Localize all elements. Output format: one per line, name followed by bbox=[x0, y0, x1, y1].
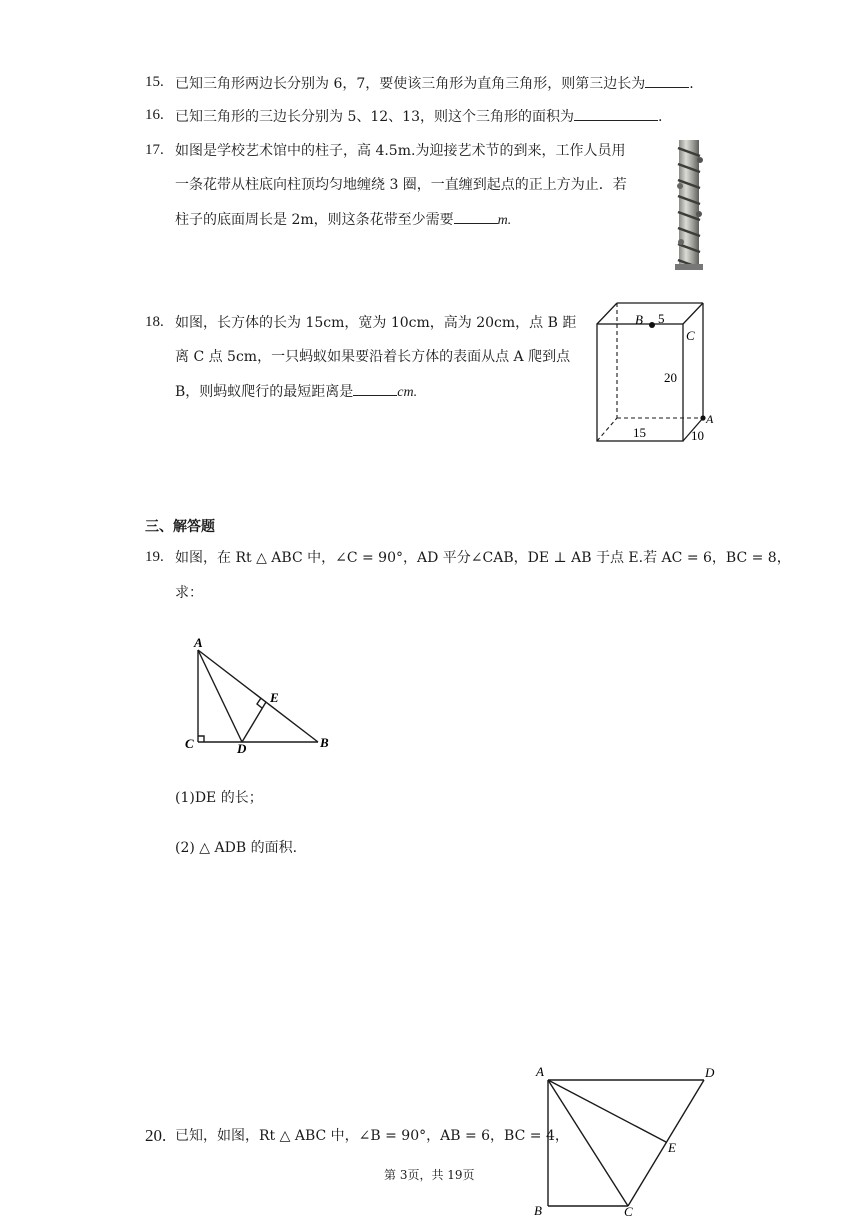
label-10: 10 bbox=[691, 428, 704, 443]
question-19-part1: (1)DE 的长； bbox=[175, 790, 263, 806]
pillar-photo bbox=[672, 138, 706, 272]
answer-blank[interactable] bbox=[645, 73, 689, 88]
period: . bbox=[658, 109, 663, 125]
label-5: 5 bbox=[658, 311, 665, 326]
question-18-line3 bbox=[175, 381, 417, 403]
unit: m. bbox=[497, 213, 512, 228]
question-19-line1: 如图，在 Rt △ ABC 中，∠C = 90°，AD 平分∠CAB，DE ⊥ AB 于点 E.若 AC = 6，BC = 8， bbox=[175, 550, 791, 566]
question-17-line2: 一条花带从柱底向柱顶均匀地缠绕 3 圈，一直缠到起点的正上方为止．若 bbox=[175, 177, 627, 193]
triangle-abc-figure bbox=[180, 632, 340, 754]
question-number: 17. bbox=[145, 142, 164, 158]
section-title: 三、解答题 bbox=[145, 519, 215, 535]
answer-blank[interactable] bbox=[353, 381, 397, 396]
label-d: D bbox=[237, 741, 247, 754]
label-15: 15 bbox=[633, 425, 646, 440]
question-19-line2: 求： bbox=[175, 585, 203, 601]
label-c: C bbox=[686, 328, 695, 343]
label-b: B bbox=[534, 1203, 542, 1216]
question-17-line3 bbox=[175, 209, 511, 231]
question-15-text bbox=[175, 73, 694, 94]
label-e: E bbox=[668, 1140, 676, 1155]
question-text: 柱子的底面周长是 2m，则这条花带至少需要 bbox=[175, 212, 454, 228]
label-e: E bbox=[270, 690, 279, 705]
label-d: D bbox=[705, 1065, 715, 1080]
question-20-text: 已知，如图，Rt △ ABC 中，∠B = 90°，AB = 6，BC = 4， bbox=[175, 1128, 569, 1144]
label-a: A bbox=[536, 1064, 544, 1079]
point-b-dot bbox=[649, 322, 655, 328]
question-number: 16. bbox=[145, 107, 164, 123]
question-17-line1: 如图是学校艺术馆中的柱子，高 4.5m.为迎接艺术节的到来，工作人员用 bbox=[175, 143, 626, 159]
answer-blank[interactable] bbox=[574, 106, 658, 121]
page-footer: 第 3页，共 19页 bbox=[384, 1168, 475, 1182]
cuboid-figure bbox=[585, 300, 735, 450]
answer-blank[interactable] bbox=[454, 209, 498, 224]
period: . bbox=[689, 76, 694, 92]
question-number: 20. bbox=[145, 1126, 167, 1145]
question-18-line1: 如图，长方体的长为 15cm，宽为 10cm，高为 20cm，点 B 距 bbox=[175, 315, 577, 331]
question-16-text bbox=[175, 106, 662, 127]
label-b: B bbox=[635, 312, 643, 327]
label-a: A bbox=[706, 412, 714, 426]
quadrilateral-figure bbox=[528, 1060, 728, 1216]
question-19-part2: (2) △ ADB 的面积. bbox=[175, 840, 298, 856]
question-number: 19. bbox=[145, 549, 164, 565]
label-c: C bbox=[185, 736, 194, 751]
question-18-line2: 离 C 点 5cm，一只蚂蚁如果要沿着长方体的表面从点 A 爬到点 bbox=[175, 349, 571, 365]
unit: cm. bbox=[397, 385, 418, 400]
question-number: 15. bbox=[145, 74, 164, 90]
label-a: A bbox=[194, 635, 203, 650]
point-a-dot bbox=[700, 415, 705, 420]
label-b: B bbox=[320, 735, 329, 750]
question-text: 已知三角形两边长分别为 6，7，要使该三角形为直角三角形，则第三边长为 bbox=[175, 76, 646, 92]
question-text: B，则蚂蚁爬行的最短距离是 bbox=[175, 384, 354, 400]
question-number: 18. bbox=[145, 314, 164, 330]
question-text: 已知三角形的三边长分别为 5、12、13，则这个三角形的面积为 bbox=[175, 109, 574, 125]
label-c: C bbox=[624, 1204, 633, 1216]
label-20: 20 bbox=[664, 370, 677, 385]
